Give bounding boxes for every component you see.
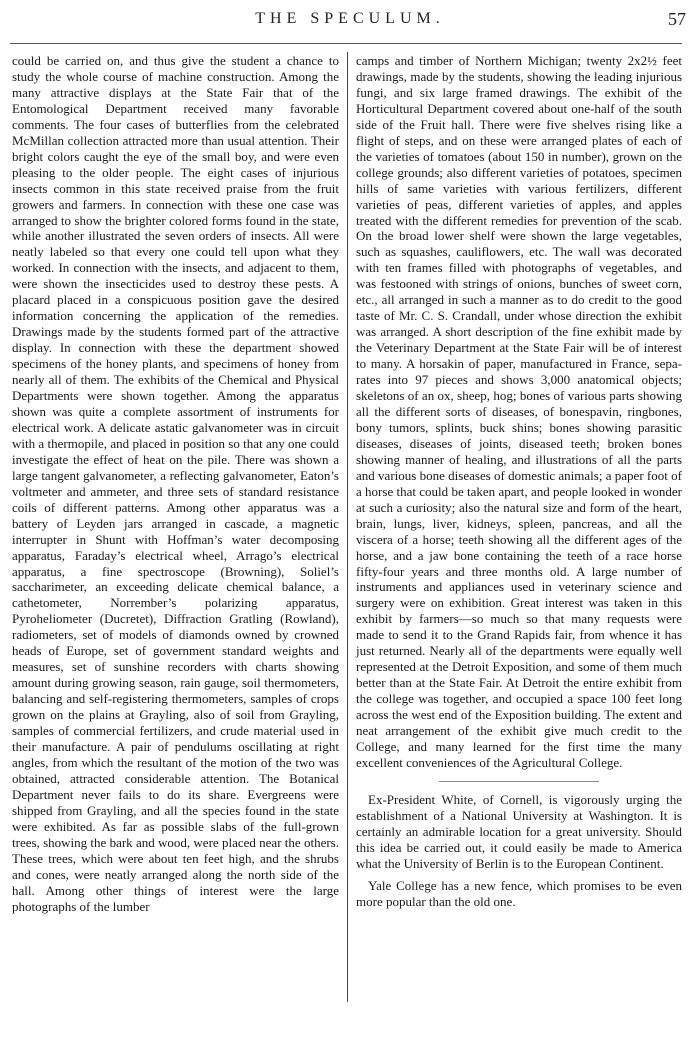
note-paragraph-yale: Yale College has a new fence, which promises to be even more popular than the old one. [356, 877, 682, 909]
header-rule [10, 43, 682, 44]
section-divider [439, 781, 599, 782]
page-header [0, 0, 700, 48]
page-number: 57 [668, 9, 686, 29]
article-paragraph: camps and timber of Northern Michigan; twenty 2x2½ feet drawings, made by the students, showing the leading injurious fungi, and six large framed drawings. The exhibit of the Horticultural Department covered about one-half of the south side of the Fruit hall. There were five shelves rising like a flight of steps, and on these were arranged plates of each of the varieties of tomatoes (about 150 in number), grown on the college grounds; also different varieties of potatoes, specimen hills of same varieties with various fertilizers, different varieties of peas, different varieties of apples, and apples treated with the different remedies for prevention of the scab. On the broad lower shelf were shown the large vegetables, such as squashes, cauliflowers, etc. The wall was decorated with ten frames filled with photographs of vegetables, and was festooned with strings of onions, bunches of sweet corn, etc., all arranged in such a manner as to do credit to the good taste of Mr. C. S. Crandall, under whose direction the exhibit was arranged. A short description of the fine exhibit made by the Veterinary Department at the State Fair will be of interest to many. A horsakin of paper, manufactured in France, separates into 97 pieces and shows 3,000 anatomical objects; skeletons of an ox, sheep, hog; bones of various parts showing all the different sorts of diseases, of bonespavin, ringbones, bony tumors, splints, buck shins; bones showing parasitic diseases, diseases of joints, diseased teeth; broken bones showing manner of healing, and illustrations of all the parts and various bone diseases of domestic animals; a paper foot of a horse that could be taken apart, and people looked in wonder at such a curiosity; also the natural size and form of the heart, brain, lungs, liver, kidneys, spleen, pancreas, and all the viscera of a horse; teeth showing all the different ages of the horse, and a jaw bone containing the teeth of a race horse fifty-four years and three months old. A large number of instruments and appliances used in veterinary science and surgery were on exhibition. Great interest was taken in this exhibit by farmers—so much so that many requests were made to send it to the Grand Rapids fair, from whence it has just returned. Nearly all of the departments were equally well represented at the Detroit Exposition, and some of them much better than at the State Fair. At Detroit the entire exhibit from the college was together, and occupied a space 100 feet long across the west end of the Exposition building. The extent and neat arrangement of the exhibit give much credit to the College, and many learned for the first time the many excellent conveniences of the Agricultural College. [356, 53, 682, 770]
column-divider [347, 52, 348, 1002]
left-column [12, 53, 339, 914]
note-paragraph-cornell: Ex-President White, of Cornell, is vigorously urging the establishment of a National University at Washington. It is certainly an admirable location for a great university. Should this idea be carried out, it could easily be made to America what the University of Berlin is to the European Continent. [356, 791, 682, 871]
journal-title: THE SPECULUM. [255, 10, 445, 27]
article-paragraph: could be carried on, and thus give the student a chance to study the whole course of machine construction. Among the many attractive displays at the State Fair that of the Entomological Department received many favorable comments. The four cases of butterflies from the celebrated McMillan collection attracted more than usual attention. Their bright colors caught the eye of the small boy, and were even pleasing to the older people. The eight cases of injurious insects common in this state received praise from the fruit growers and farmers. In connection with these one case was arranged to show the brighter colored forms found in the state, while another illustrated the seven orders of insects. All were neatly labeled so that every one could tell upon what they worked. In connection with the insects, and adjacent to them, were shown the insecticides used to destroy these pests. A placard placed in a conspicuous position gave the desired information concerning the application of the remedies. Drawings made by the students formed part of the attractive display. In connection with these the department showed specimens of the honey plants, and specimens of honey from nearly all of them. The exhibits of the Chemical and Physical Departments were shown together. Among the apparatus shown was quite a complete assortment of instruments for electrical work. A delicate astatic galvanometer was in circuit with a thermopile, and placed in position so that any one could investigate the effect of heat on the pile. There was shown a large tangent galvanometer, a reflecting galvanometer, Eaton’s voltmeter and ammeter, and three sets of standard resistance coils of different patterns. Among other apparatus was a battery of Leyden jars arranged in cascade, a magnetic interrupter in Shunt with Hoffman’s water decomposing apparatus, Faraday’s electrical wheel, Arrago’s electrical apparatus, a fine spectroscope (Browning), Soliel’s saccharimeter, an exceeding delicate chemical balance, a cathetometer, Norrember’s polarizing apparatus, Pyroheliometer (Ducretet), Diffraction Gratling (Rowland), radiometers, set of models of diamonds owned by crowned heads of Europe, set of government standard weights and measures, set of sunshine recorders with charts showing amount during growing season, rain gauge, soil thermometers, balancing and self-registering thermometers, samples of crops grown on the plains at Grayling, also of soil from Grayling, samples of commercial fertilizers, and crude material used in their manufacture. A pair of pendulums oscillating at right angles, from which the resultant of the motion of the two was obtained, attracted considerable attention. The Botanical Department never fails to do its share. Evergreens were shipped from Grayling, and all the species found in the state were exhibited. As far as possible slabs of the full-grown trees, showing the bark and wood, were placed near the others. These trees, which were about ten feet high, and the shrubs and cones, were neatly arranged along the north side of the hall. Among other things of interest were the large photographs of the lumber [12, 53, 339, 914]
right-column [356, 53, 682, 910]
